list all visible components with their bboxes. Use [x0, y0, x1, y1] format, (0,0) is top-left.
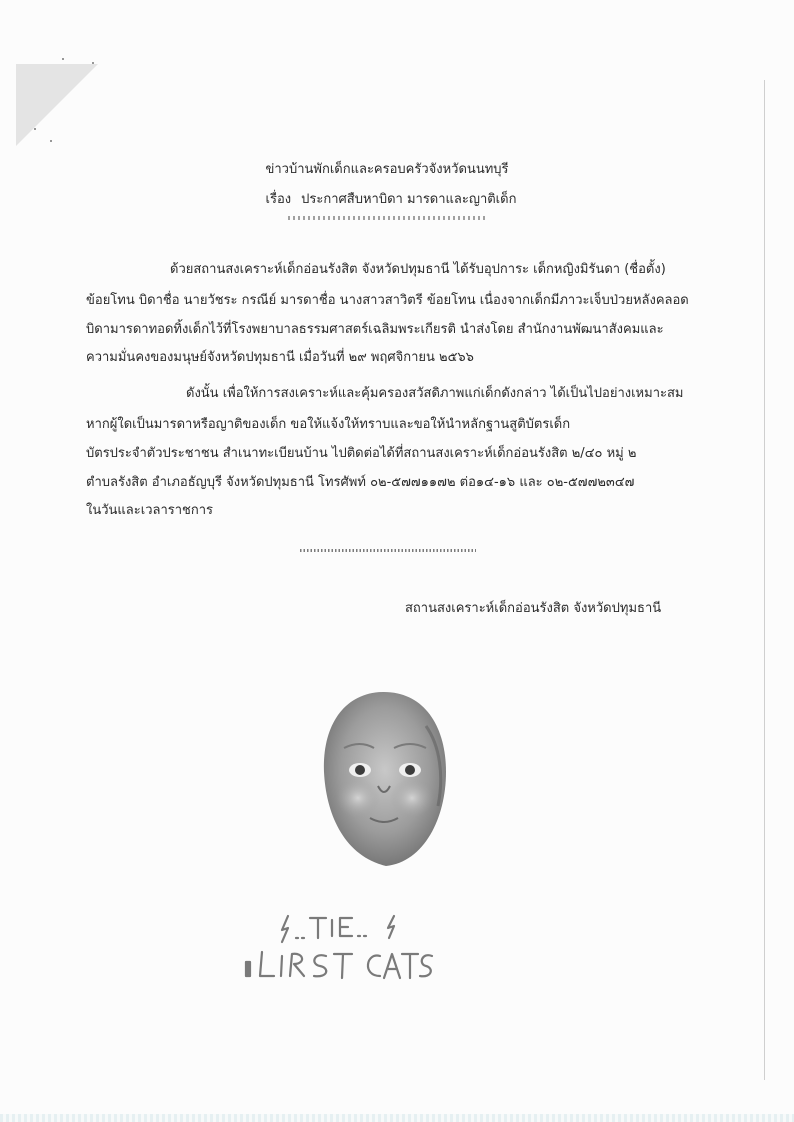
- scan-bottom-edge: [0, 1114, 794, 1122]
- closing-dotted-line: [300, 547, 476, 553]
- scan-speck: [92, 62, 94, 64]
- paragraph1-line: ด้วยสถานสงเคราะห์เด็กอ่อนรังสิต จังหวัดปทุมธานี ได้รับอุปการะ เด็กหญิงมิรันดา (ชื่อตั้ง): [170, 262, 666, 277]
- paragraph1-line: ข้อยโทน บิดาชื่อ นายวัชระ กรณีย์ มารดาชื่อ นางสาวสาวิตรี ข้อยโทน เนื่องจากเด็กมีภาวะเจ็บป่วยหลังคลอด: [86, 293, 689, 308]
- header-separator: [288, 214, 488, 222]
- paragraph2-line: ตำบลรังสิต อำเภอธัญบุรี จังหวัดปทุมธานี โทรศัพท์ ๐๒-๕๗๗๑๑๗๒ ต่อ๑๔-๑๖ และ ๐๒-๕๗๗๒๓๔๗: [86, 475, 635, 490]
- paragraph2-line: ดังนั้น เพื่อให้การสงเคราะห์และคุ้มครองสวัสดิภาพแก่เด็กดังกล่าว ได้เป็นไปอย่างเหมาะสม: [186, 386, 684, 401]
- scan-corner-shadow: [16, 64, 98, 146]
- subject-label: เรื่อง: [265, 192, 292, 207]
- scan-right-edge: [764, 80, 765, 1080]
- subject-text: ประกาศสืบหาบิดา มารดาและญาติเด็ก: [301, 192, 517, 207]
- paragraph1-line: ความมั่นคงของมนุษย์จังหวัดปทุมธานี เมื่อวันที่ ๒๙ พฤศจิกายน ๒๕๖๖: [86, 350, 474, 365]
- scan-speck: [34, 128, 36, 130]
- scan-speck: [62, 58, 64, 60]
- paragraph2-line: ในวันและเวลาราชการ: [86, 503, 214, 518]
- document-title: ข่าวบ้านพักเด็กและครอบครัวจังหวัดนนทบุรี: [265, 162, 509, 177]
- paragraph2-line: หากผู้ใดเป็นมารดาหรือญาติของเด็ก ขอให้แจ้งให้ทราบและขอให้นำหลักฐานสูติบัตรเด็ก: [86, 417, 571, 432]
- signature-line: สถานสงเคราะห์เด็กอ่อนรังสิต จังหวัดปทุมธานี: [405, 601, 662, 616]
- paragraph2-line: บัตรประจำตัวประชาชน สำเนาทะเบียนบ้าน ไปติดต่อได้ที่สถานสงเคราะห์เด็กอ่อนรังสิต ๒/๔๐ หมู่ ๒: [86, 446, 637, 461]
- baby-photo: [314, 686, 454, 870]
- lost-cats-logo: [244, 906, 434, 986]
- scan-speck: [50, 140, 52, 142]
- paragraph1-line: บิดามารดาทอดทิ้งเด็กไว้ที่โรงพยาบาลธรรมศาสตร์เฉลิมพระเกียรติ นำส่งโดย สำนักงานพัฒนาสังคมและ: [86, 322, 664, 337]
- document-subject: [0, 188, 788, 209]
